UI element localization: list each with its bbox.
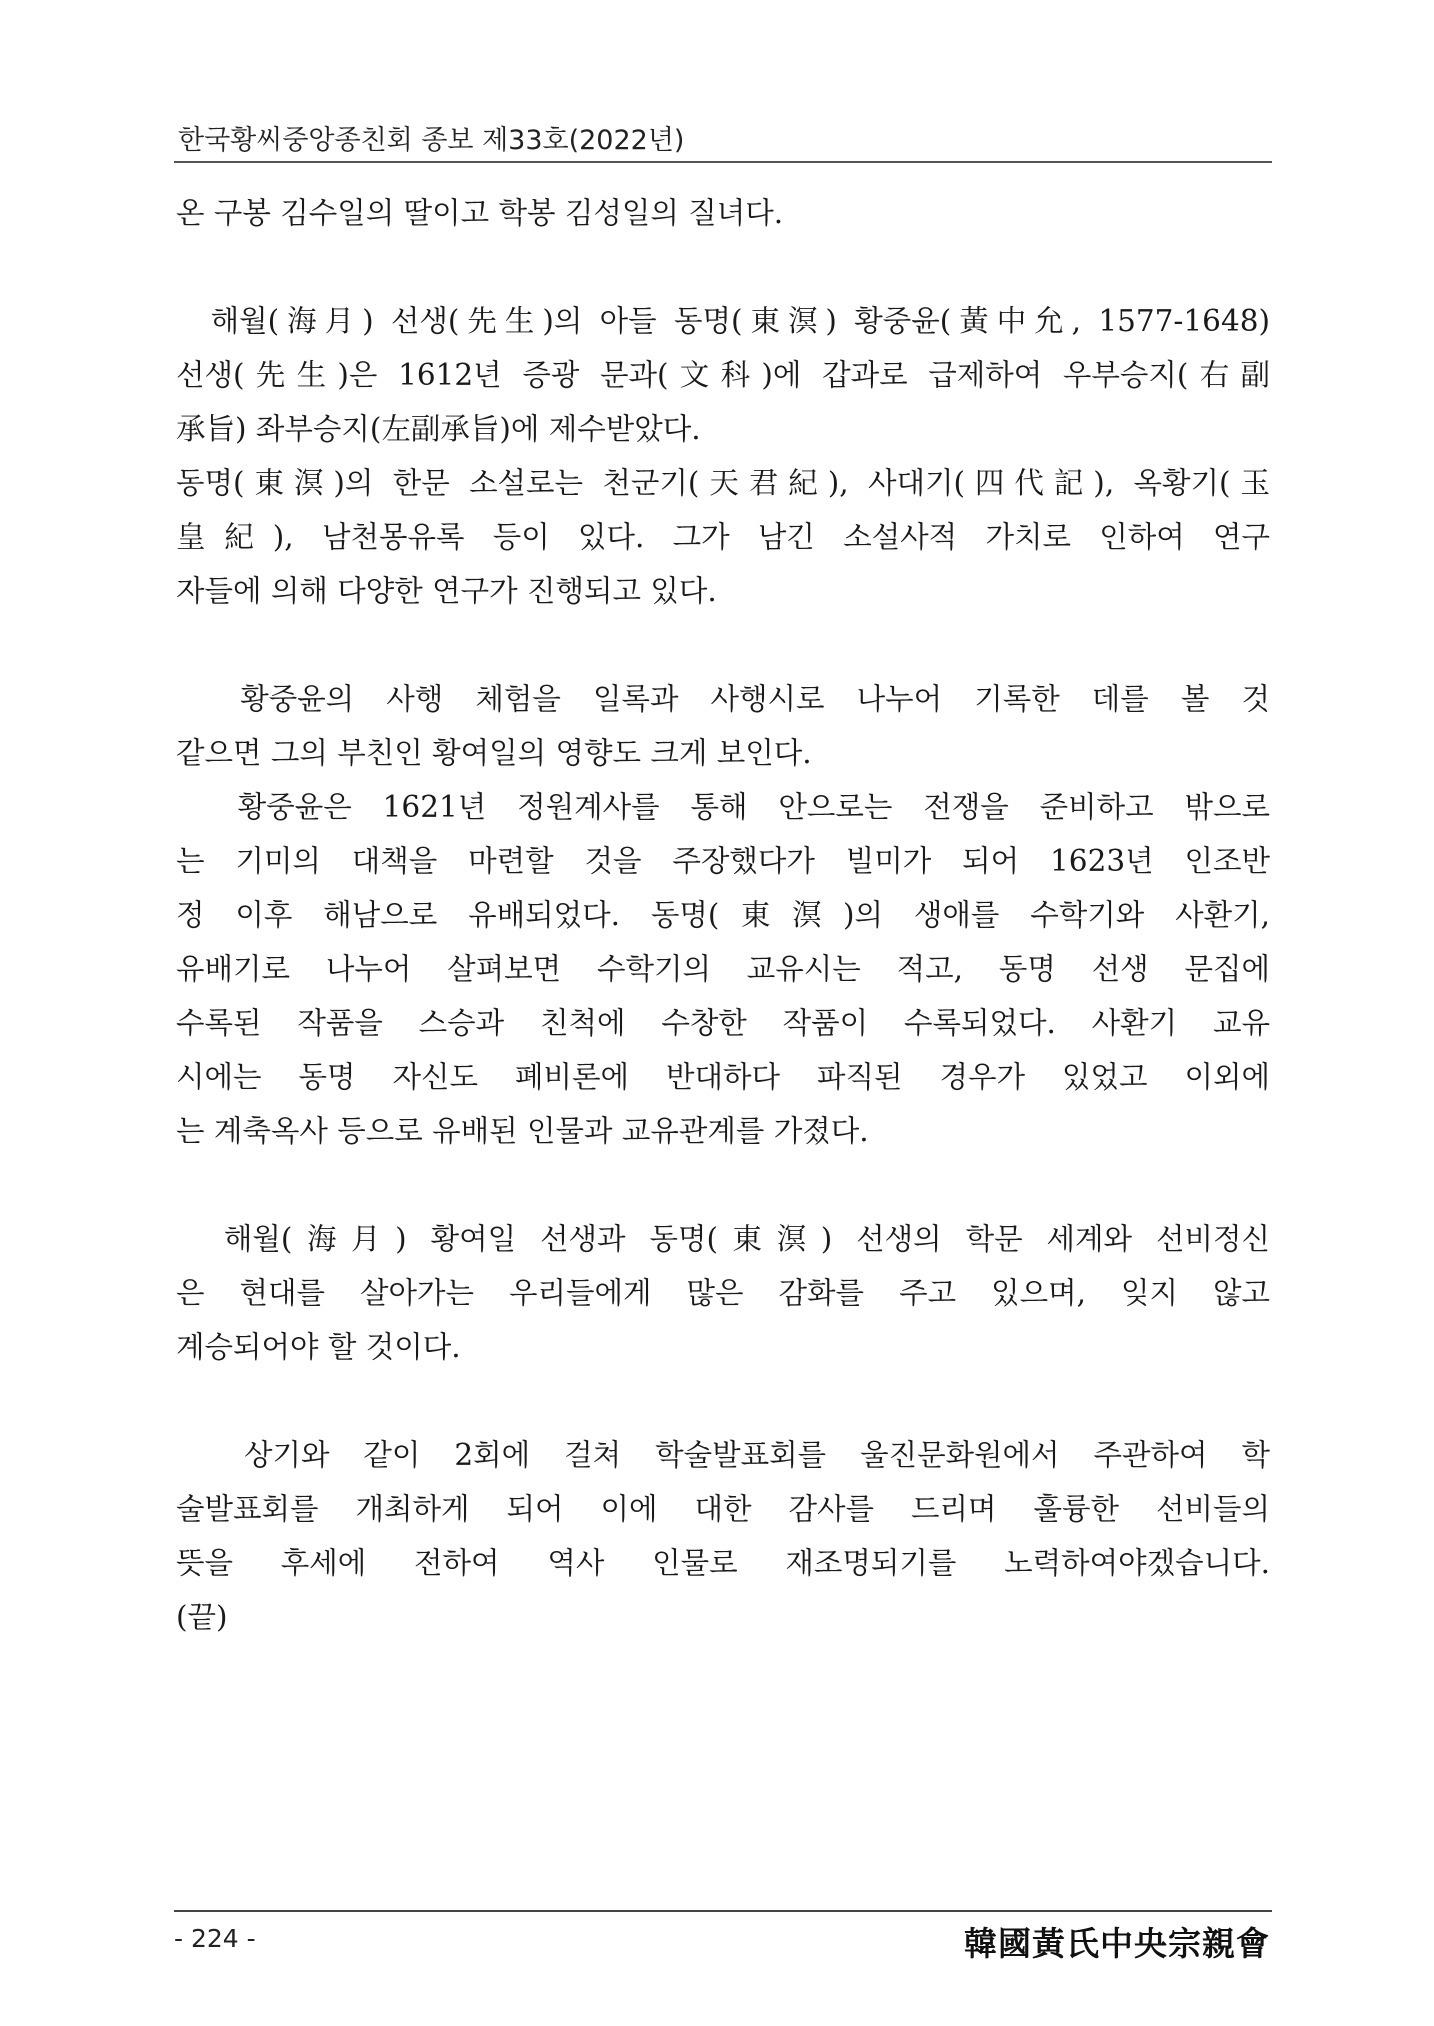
text-line: 시에는 동명 자신도 폐비론에 반대하다 파직된 경우가 있었고 이외에 — [176, 1060, 1270, 1094]
text-line: 수록된 작품을 스승과 친척에 수창한 작품이 수록되었다. 사환기 교유 — [176, 1006, 1270, 1040]
text-line: 계승되어야 할 것이다. — [176, 1330, 461, 1364]
header-divider — [174, 161, 1272, 163]
paragraph-gap — [176, 618, 1270, 672]
organization-logo-text: 韓國黃氏中央宗親會 — [964, 1924, 1270, 1963]
text-line: 는 기미의 대책을 마련할 것을 주장했다가 빌미가 되어 1623년 인조반 — [176, 844, 1270, 878]
text-line: (끝) — [176, 1600, 228, 1634]
text-line: 선생(先生)은 1612년 증광 문과(文科)에 갑과로 급제하여 우부승지(右副 — [176, 358, 1270, 392]
text-line: 承旨) 좌부승지(左副承旨)에 제수받았다. — [176, 412, 701, 446]
text-line: 자들에 의해 다양한 연구가 진행되고 있다. — [176, 574, 717, 608]
paragraph-gap — [176, 1374, 1270, 1428]
text-line: 해월(海月) 황여일 선생과 동명(東溟) 선생의 학문 세계와 선비정신 — [176, 1222, 1270, 1256]
text-line: 황중윤은 1621년 정원계사를 통해 안으로는 전쟁을 준비하고 밖으로 — [176, 790, 1270, 824]
page-header-title: 한국황씨중앙종친회 종보 제33호(2022년) — [178, 125, 685, 156]
text-line: 뜻을 후세에 전하여 역사 인물로 재조명되기를 노력하여야겠습니다. — [176, 1546, 1270, 1580]
footer-divider — [174, 1910, 1272, 1912]
text-line: 온 구봉 김수일의 딸이고 학봉 김성일의 질녀다. — [176, 196, 784, 230]
paragraph-gap — [176, 240, 1270, 294]
text-line: 은 현대를 살아가는 우리들에게 많은 감화를 주고 있으며, 잊지 않고 — [176, 1276, 1270, 1310]
text-line: 정 이후 해남으로 유배되었다. 동명(東溟)의 생애를 수학기와 사환기, — [176, 898, 1270, 932]
text-line: 동명(東溟)의 한문 소설로는 천군기(天君紀), 사대기(四代記), 옥황기(玉 — [176, 466, 1270, 500]
text-line: 황중윤의 사행 체험을 일록과 사행시로 나누어 기록한 데를 볼 것 — [176, 682, 1270, 716]
text-line: 해월(海月) 선생(先生)의 아들 동명(東溟) 황중윤(黃中允, 1577-1648) — [176, 304, 1270, 338]
text-line: 유배기로 나누어 살펴보면 수학기의 교유시는 적고, 동명 선생 문집에 — [176, 952, 1270, 986]
page-number: - 224 - — [174, 1924, 256, 1953]
text-line: 皇紀), 남천몽유록 등이 있다. 그가 남긴 소설사적 가치로 인하여 연구 — [176, 520, 1270, 554]
paragraph-gap — [176, 1158, 1270, 1212]
text-line: 술발표회를 개최하게 되어 이에 대한 감사를 드리며 훌륭한 선비들의 — [176, 1492, 1270, 1526]
body-text — [176, 186, 1270, 1644]
text-line: 는 계축옥사 등으로 유배된 인물과 교유관계를 가졌다. — [176, 1114, 869, 1148]
text-line: 같으면 그의 부친인 황여일의 영향도 크게 보인다. — [176, 736, 812, 770]
text-line: 상기와 같이 2회에 걸쳐 학술발표회를 울진문화원에서 주관하여 학 — [176, 1438, 1270, 1472]
